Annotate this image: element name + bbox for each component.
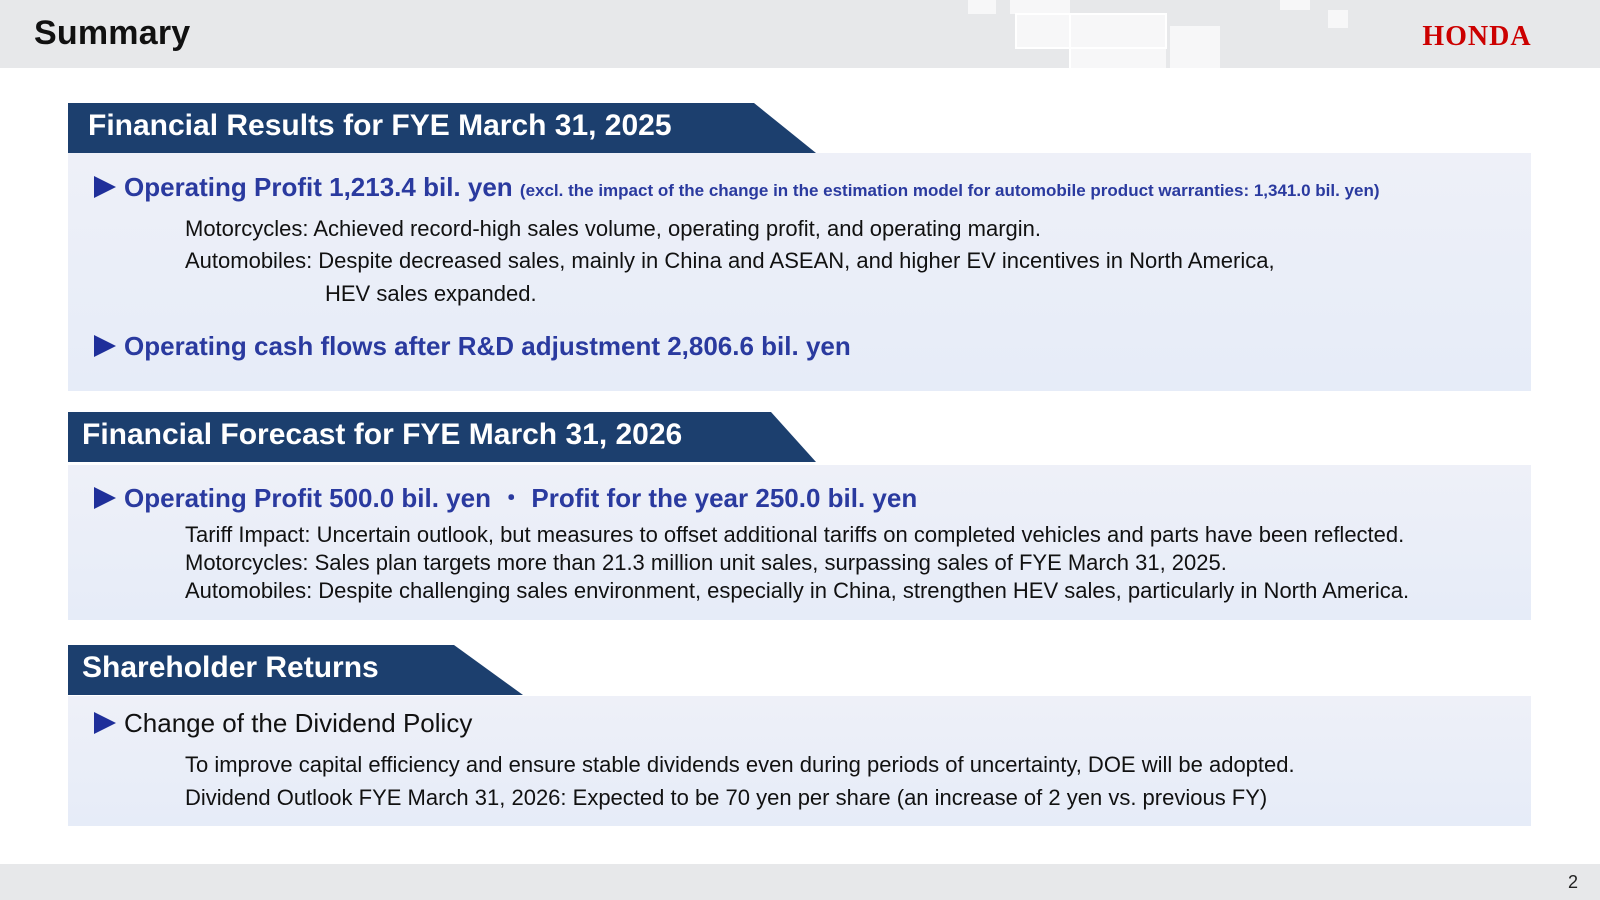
bullet-dividend-policy: Change of the Dividend Policy bbox=[94, 708, 472, 739]
bullet-operating-cash-flows: Operating cash flows after R&D adjustment 2,806.6 bil. yen bbox=[94, 331, 851, 362]
section-header-financial-results bbox=[68, 103, 818, 153]
section-header-shareholder-returns bbox=[68, 645, 528, 695]
text-line: Automobiles: Despite decreased sales, mainly in China and ASEAN, and higher EV incentives in North America, bbox=[185, 248, 1275, 273]
text-line: Automobiles: Despite challenging sales environment, especially in China, strengthen HEV sales, particularly in North America. bbox=[185, 578, 1410, 603]
section-heading: Financial Results for FYE March 31, 2025 bbox=[88, 109, 672, 142]
svg-text:HONDA: HONDA bbox=[1422, 21, 1532, 52]
text-line: HEV sales expanded. bbox=[325, 281, 537, 306]
triangle-bullet-icon bbox=[94, 712, 116, 734]
text-line: Motorcycles: Sales plan targets more than 21.3 million unit sales, surpassing sales of FYE March 31, 2025. bbox=[185, 550, 1227, 575]
section-heading: Financial Forecast for FYE March 31, 2026 bbox=[82, 418, 683, 451]
bullet-operating-profit: Operating Profit 1,213.4 bil. yen (excl. the impact of the change in the estimation model for automobile product warranties: 1,341.0 bil. yen) bbox=[94, 172, 1380, 203]
honda-logo bbox=[1395, 18, 1560, 52]
text-line: To improve capital efficiency and ensure stable dividends even during periods of uncertainty, DOE will be adopted. bbox=[185, 752, 1295, 777]
triangle-bullet-icon bbox=[94, 176, 116, 198]
section-header-financial-forecast bbox=[68, 412, 818, 462]
top-bar bbox=[0, 0, 1600, 68]
triangle-bullet-icon bbox=[94, 487, 116, 509]
text-line: Motorcycles: Achieved record-high sales volume, operating profit, and operating margin. bbox=[185, 216, 1042, 241]
text-line: Dividend Outlook FYE March 31, 2026: Expected to be 70 yen per share (an increase of 2 yen vs. previous FY) bbox=[185, 785, 1268, 810]
page-title: Summary bbox=[34, 14, 191, 52]
text-line: Tariff Impact: Uncertain outlook, but measures to offset additional tariffs on completed vehicles and parts have been reflected. bbox=[185, 522, 1405, 547]
section-heading: Shareholder Returns bbox=[82, 651, 379, 684]
triangle-bullet-icon bbox=[94, 335, 116, 357]
decorative-pattern bbox=[960, 0, 1360, 68]
bullet-forecast-profit: Operating Profit 500.0 bil. yen ・ Profit for the year 250.0 bil. yen bbox=[94, 478, 917, 515]
page-number: 2 bbox=[1567, 872, 1578, 892]
footer-bar bbox=[0, 864, 1600, 900]
bullet-note: (excl. the impact of the change in the estimation model for automobile product warranties: 1,341.0 bil. yen) bbox=[519, 181, 1380, 200]
